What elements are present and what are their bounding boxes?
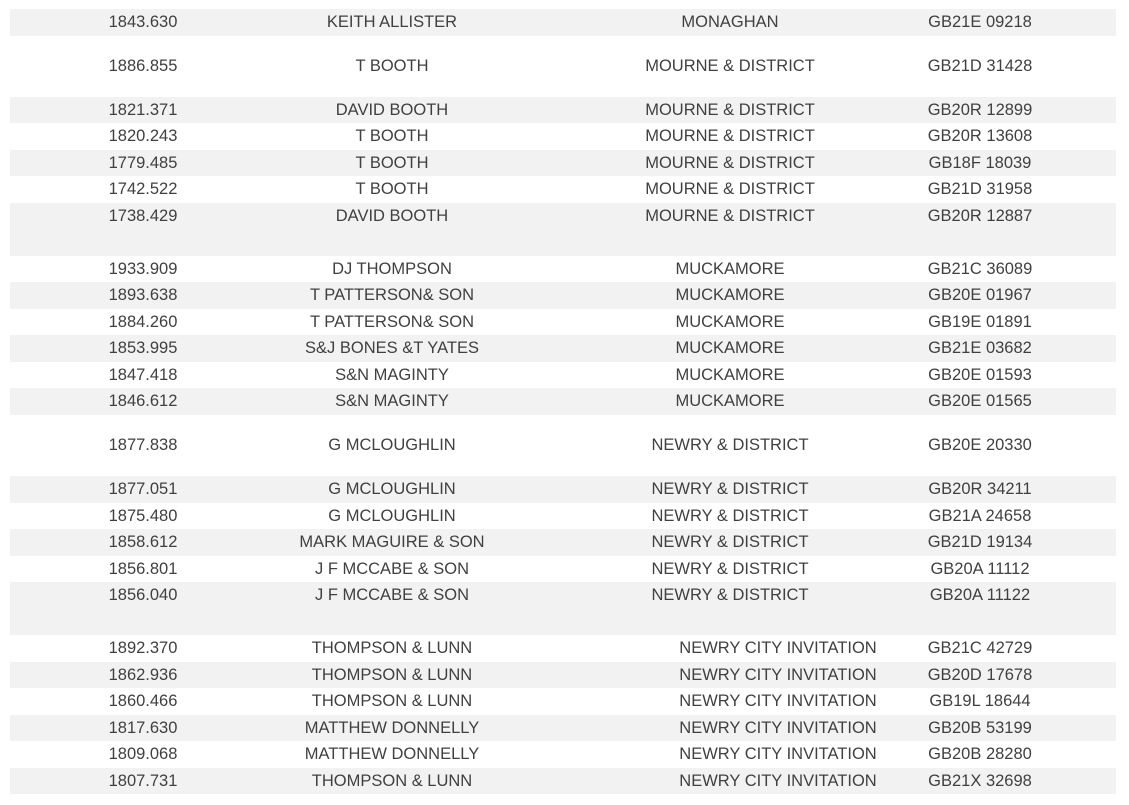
club-cell: NEWRY & DISTRICT	[651, 506, 809, 525]
table-row	[10, 388, 1116, 415]
name-cell: T PATTERSON& SON	[309, 286, 475, 305]
ring-cell: GB20B 28280	[928, 745, 1032, 764]
club-cell: MOURNE & DISTRICT	[645, 180, 815, 199]
table-row	[10, 415, 1116, 476]
ring-cell: GB20A 11122	[929, 586, 1031, 605]
name-cell: G MCLOUGHLIN	[328, 436, 456, 455]
club-cell: MOURNE & DISTRICT	[645, 153, 815, 172]
table-row	[10, 582, 1116, 635]
name-cell: J F MCCABE & SON	[314, 586, 470, 605]
score-cell: 1738.429	[108, 206, 178, 225]
table-row	[10, 741, 1116, 768]
ring-cell: GB20R 13608	[927, 127, 1033, 146]
table-row	[10, 335, 1116, 362]
name-cell: S&N MAGINTY	[335, 392, 449, 411]
club-cell: NEWRY CITY INVITATION	[679, 665, 877, 684]
score-cell: 1809.068	[108, 745, 178, 764]
score-cell: 1856.801	[108, 559, 178, 578]
score-cell: 1933.909	[108, 259, 178, 278]
ring-cell: GB21X 32698	[928, 771, 1032, 790]
score-cell: 1856.040	[108, 586, 178, 605]
score-cell: 1742.522	[108, 180, 178, 199]
ring-cell: GB21E 03682	[928, 339, 1032, 358]
club-cell: NEWRY CITY INVITATION	[679, 639, 877, 658]
table-row	[10, 688, 1116, 715]
score-cell: 1846.612	[108, 392, 178, 411]
ring-cell: GB20B 53199	[928, 718, 1032, 737]
name-cell: G MCLOUGHLIN	[328, 506, 456, 525]
club-cell: NEWRY CITY INVITATION	[679, 771, 877, 790]
ring-cell: GB20R 12887	[927, 206, 1033, 225]
name-cell: DAVID BOOTH	[335, 100, 449, 119]
club-cell: MOURNE & DISTRICT	[645, 206, 815, 225]
score-cell: 1877.838	[108, 436, 178, 455]
ring-cell: GB18F 18039	[928, 153, 1032, 172]
score-cell: 1862.936	[108, 665, 178, 684]
ring-cell: GB19L 18644	[929, 692, 1031, 711]
name-cell: T BOOTH	[355, 180, 429, 199]
score-cell: 1858.612	[108, 533, 178, 552]
ring-cell: GB21D 31958	[927, 180, 1033, 199]
name-cell: THOMPSON & LUNN	[311, 692, 473, 711]
name-cell: MATTHEW DONNELLY	[304, 718, 480, 737]
score-cell: 1884.260	[108, 312, 178, 331]
name-cell: T PATTERSON& SON	[309, 312, 475, 331]
name-cell: S&J BONES &T YATES	[305, 339, 479, 358]
ring-cell: GB21C 42729	[927, 639, 1033, 658]
name-cell: DJ THOMPSON	[332, 259, 452, 278]
club-cell: MUCKAMORE	[675, 339, 785, 358]
table-row	[10, 768, 1116, 795]
club-cell: MONAGHAN	[681, 13, 779, 31]
ring-cell: GB21D 19134	[927, 533, 1033, 552]
score-cell: 1853.995	[108, 339, 178, 358]
score-cell: 1807.731	[108, 771, 178, 790]
table-row	[10, 503, 1116, 530]
club-cell: NEWRY & DISTRICT	[651, 436, 809, 455]
name-cell: J F MCCABE & SON	[314, 559, 470, 578]
name-cell: KEITH ALLISTER	[326, 13, 458, 31]
ring-cell: GB19E 01891	[928, 312, 1032, 331]
name-cell: T BOOTH	[355, 127, 429, 146]
results-table	[10, 9, 1116, 794]
table-row	[10, 203, 1116, 256]
name-cell: MARK MAGUIRE & SON	[299, 533, 485, 552]
table-row	[10, 556, 1116, 583]
name-cell: T BOOTH	[355, 56, 429, 75]
club-cell: MOURNE & DISTRICT	[645, 127, 815, 146]
score-cell: 1843.630	[108, 13, 178, 31]
table-row	[10, 282, 1116, 309]
score-cell: 1820.243	[108, 127, 178, 146]
table-row	[10, 123, 1116, 150]
ring-cell: GB21C 36089	[927, 259, 1033, 278]
club-cell: NEWRY CITY INVITATION	[679, 745, 877, 764]
table-row	[10, 476, 1116, 503]
ring-cell: GB21A 24658	[928, 506, 1032, 525]
club-cell: MUCKAMORE	[675, 365, 785, 384]
table-row	[10, 256, 1116, 283]
score-cell: 1860.466	[108, 692, 178, 711]
name-cell: MATTHEW DONNELLY	[304, 745, 480, 764]
club-cell: NEWRY CITY INVITATION	[679, 692, 877, 711]
club-cell: MOURNE & DISTRICT	[645, 56, 815, 75]
table-row	[10, 150, 1116, 177]
score-cell: 1817.630	[108, 718, 178, 737]
score-cell: 1892.370	[108, 639, 178, 658]
score-cell: 1893.638	[108, 286, 178, 305]
ring-cell: GB20D 17678	[927, 665, 1033, 684]
score-cell: 1886.855	[108, 56, 178, 75]
table-row	[10, 529, 1116, 556]
name-cell: THOMPSON & LUNN	[311, 771, 473, 790]
ring-cell: GB20E 01593	[928, 365, 1032, 384]
ring-cell: GB20E 20330	[928, 436, 1032, 455]
score-cell: 1821.371	[108, 100, 178, 119]
name-cell: THOMPSON & LUNN	[311, 639, 473, 658]
club-cell: MUCKAMORE	[675, 259, 785, 278]
ring-cell: GB20R 34211	[928, 480, 1032, 499]
club-cell: MUCKAMORE	[675, 286, 785, 305]
table-row	[10, 309, 1116, 336]
table-row	[10, 662, 1116, 689]
ring-cell: GB20E 01565	[928, 392, 1032, 411]
ring-cell: GB20A 11112	[930, 559, 1030, 578]
club-cell: MOURNE & DISTRICT	[645, 100, 815, 119]
score-cell: 1779.485	[108, 153, 178, 172]
table-row	[10, 715, 1116, 742]
club-cell: MUCKAMORE	[675, 392, 785, 411]
table-row	[10, 635, 1116, 662]
ring-cell: GB21D 31428	[927, 56, 1033, 75]
table-row	[10, 9, 1116, 36]
score-cell: 1847.418	[108, 365, 178, 384]
club-cell: MUCKAMORE	[675, 312, 785, 331]
club-cell: NEWRY & DISTRICT	[651, 480, 809, 499]
table-row	[10, 362, 1116, 389]
club-cell: NEWRY & DISTRICT	[651, 533, 809, 552]
name-cell: S&N MAGINTY	[335, 365, 449, 384]
club-cell: NEWRY & DISTRICT	[651, 559, 809, 578]
name-cell: T BOOTH	[355, 153, 429, 172]
name-cell: THOMPSON & LUNN	[311, 665, 473, 684]
ring-cell: GB20E 01967	[928, 286, 1032, 305]
ring-cell: GB21E 09218	[928, 13, 1032, 31]
ring-cell: GB20R 12899	[927, 100, 1033, 119]
club-cell: NEWRY & DISTRICT	[651, 586, 809, 605]
name-cell: DAVID BOOTH	[335, 206, 449, 225]
club-cell: NEWRY CITY INVITATION	[679, 718, 877, 737]
name-cell: G MCLOUGHLIN	[328, 480, 456, 499]
table-row	[10, 36, 1116, 97]
score-cell: 1875.480	[108, 506, 178, 525]
score-cell: 1877.051	[108, 480, 178, 499]
table-row	[10, 97, 1116, 124]
table-row	[10, 176, 1116, 203]
